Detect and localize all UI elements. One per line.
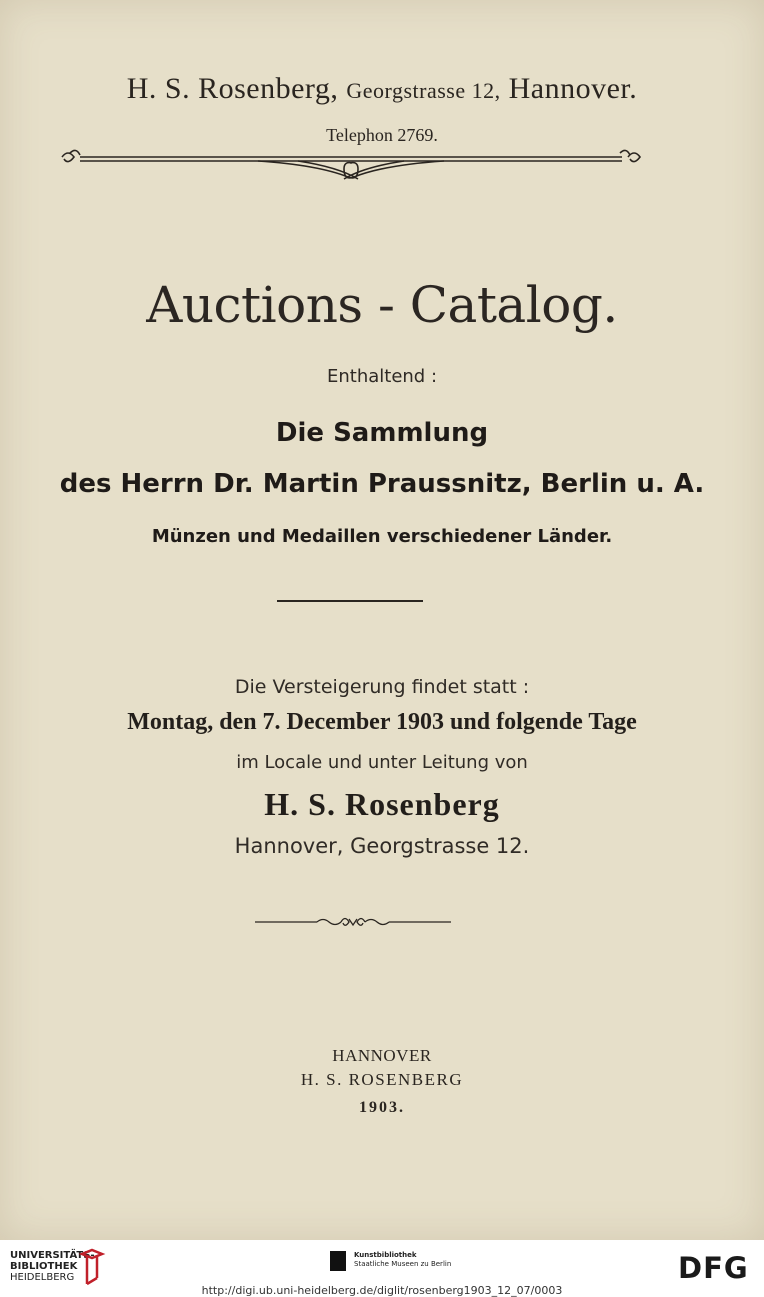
kb-line1: Kunstbibliothek [354,1251,417,1259]
permalink-url[interactable]: http://digi.ub.uni-heidelberg.de/diglit/rosenberg1903_12_07/0003 [201,1284,563,1297]
auctioneer-address: Hannover, Georgstrasse 12. [234,834,530,858]
collection-owner: des Herrn Dr. Martin Praussnitz, Berlin u. A. [59,469,705,499]
kunstbibliothek-square-icon [330,1251,346,1271]
catalog-title: Auctions - Catalog. [146,276,618,334]
header-ornament-divider [58,143,644,189]
ub-heidelberg-mark-icon [78,1248,106,1288]
kunstbibliothek-logo[interactable] [330,1251,490,1277]
kb-line2: Staatliche Museen zu Berlin [354,1260,452,1268]
collection-description: Münzen und Medaillen verschiedener Länder. [151,526,613,547]
header-telephone: Telephon 2769. [326,125,438,145]
header-street: Georgstrasse 12, [346,78,501,103]
collection-heading: Die Sammlung [275,418,489,448]
imprint-publisher: H. S. ROSENBERG [300,1070,464,1089]
auction-venue: im Locale und unter Leitung von [236,752,528,773]
ub-logo-line1: UNIVERSITÄTS- [10,1250,95,1261]
ub-logo-line2: BIBLIOTHEK [10,1261,78,1272]
ub-logo-line3: HEIDELBERG [10,1272,75,1283]
header-firm: H. S. Rosenberg, [126,72,339,105]
center-ornament-divider [255,911,451,933]
section-rule [277,600,423,602]
header-address-line [0,72,764,106]
header-city: Hannover. [508,72,638,105]
digitization-footer [0,1240,764,1297]
imprint-city: HANNOVER [332,1046,432,1065]
auction-date: Montag, den 7. December 1903 und folgende Tage [127,709,637,735]
auctioneer-name: H. S. Rosenberg [264,786,500,822]
dfg-logo[interactable]: DFG [678,1251,749,1285]
auction-intro: Die Versteigerung findet statt : [234,676,530,698]
catalog-subtitle: Enthaltend : [326,366,438,387]
kunstbibliothek-text [354,1251,451,1269]
imprint-year: 1903. [359,1099,405,1116]
